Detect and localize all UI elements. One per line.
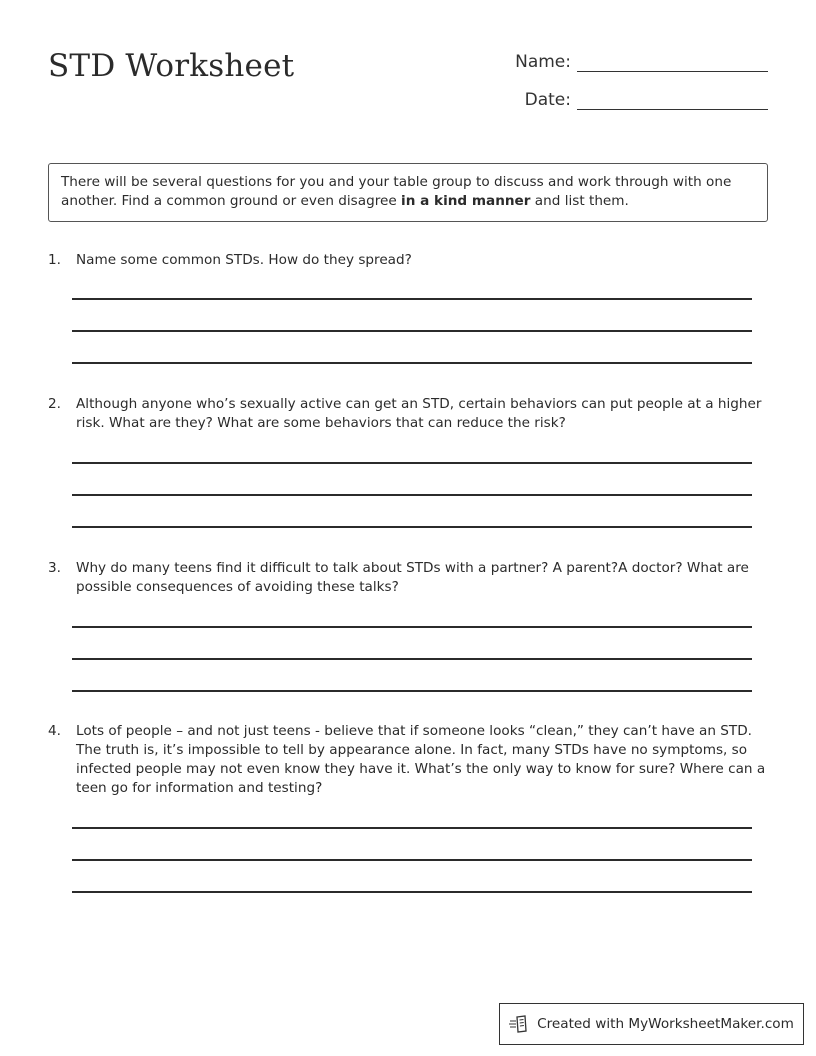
question-text: Lots of people – and not just teens - believe that if someone looks “clean,” they can’t have an STD. The truth is, it’s impossible to tell by appearance alone. In fact, many STDs have no symptoms, so infected people may not even know they have it. What’s the only way to know for sure? Where can a teen go for information and testing?	[76, 723, 766, 796]
question-number: 2.	[48, 396, 61, 412]
instructions-emphasis: in a kind manner	[401, 193, 531, 209]
answer-line[interactable]	[72, 626, 752, 628]
date-blank-line[interactable]	[577, 91, 768, 110]
question-text: Why do many teens find it difficult to talk about STDs with a partner? A parent?A doctor? What are possible consequences of avoiding these talks?	[76, 560, 749, 595]
question-4	[48, 722, 768, 798]
question-3	[48, 559, 768, 597]
answer-line[interactable]	[72, 891, 752, 893]
answer-line[interactable]	[72, 859, 752, 861]
answer-line[interactable]	[72, 330, 752, 332]
answer-line[interactable]	[72, 298, 752, 300]
date-label: Date:	[524, 90, 571, 110]
answer-line[interactable]	[72, 690, 752, 692]
name-field	[515, 52, 768, 72]
worksheet-logo-icon	[509, 1015, 529, 1033]
question-text: Name some common STDs. How do they spread?	[76, 252, 412, 268]
answer-line[interactable]	[72, 462, 752, 464]
answer-line[interactable]	[72, 362, 752, 364]
question-number: 1.	[48, 252, 61, 268]
answer-line[interactable]	[72, 658, 752, 660]
date-field	[525, 90, 768, 110]
instructions-text-end: and list them.	[530, 193, 629, 209]
question-text: Although anyone who’s sexually active can get an STD, certain behaviors can put people at a higher risk. What are they? What are some behaviors that can reduce the risk?	[76, 396, 762, 431]
question-number: 3.	[48, 560, 61, 576]
worksheet-title: STD Worksheet	[48, 48, 295, 84]
question-number: 4.	[48, 723, 61, 739]
question-1	[48, 251, 768, 270]
footer-credit-text: Created with MyWorksheetMaker.com	[537, 1016, 794, 1032]
question-2	[48, 395, 768, 433]
instructions-box	[48, 163, 768, 222]
footer-credit-box[interactable]	[499, 1003, 804, 1045]
answer-line[interactable]	[72, 494, 752, 496]
instructions-text: There will be several questions for you and your table group to discuss and work through with one another. Find a common ground or even disagree	[61, 174, 732, 209]
name-blank-line[interactable]	[577, 53, 768, 72]
name-label: Name:	[515, 52, 571, 72]
answer-line[interactable]	[72, 827, 752, 829]
answer-line[interactable]	[72, 526, 752, 528]
